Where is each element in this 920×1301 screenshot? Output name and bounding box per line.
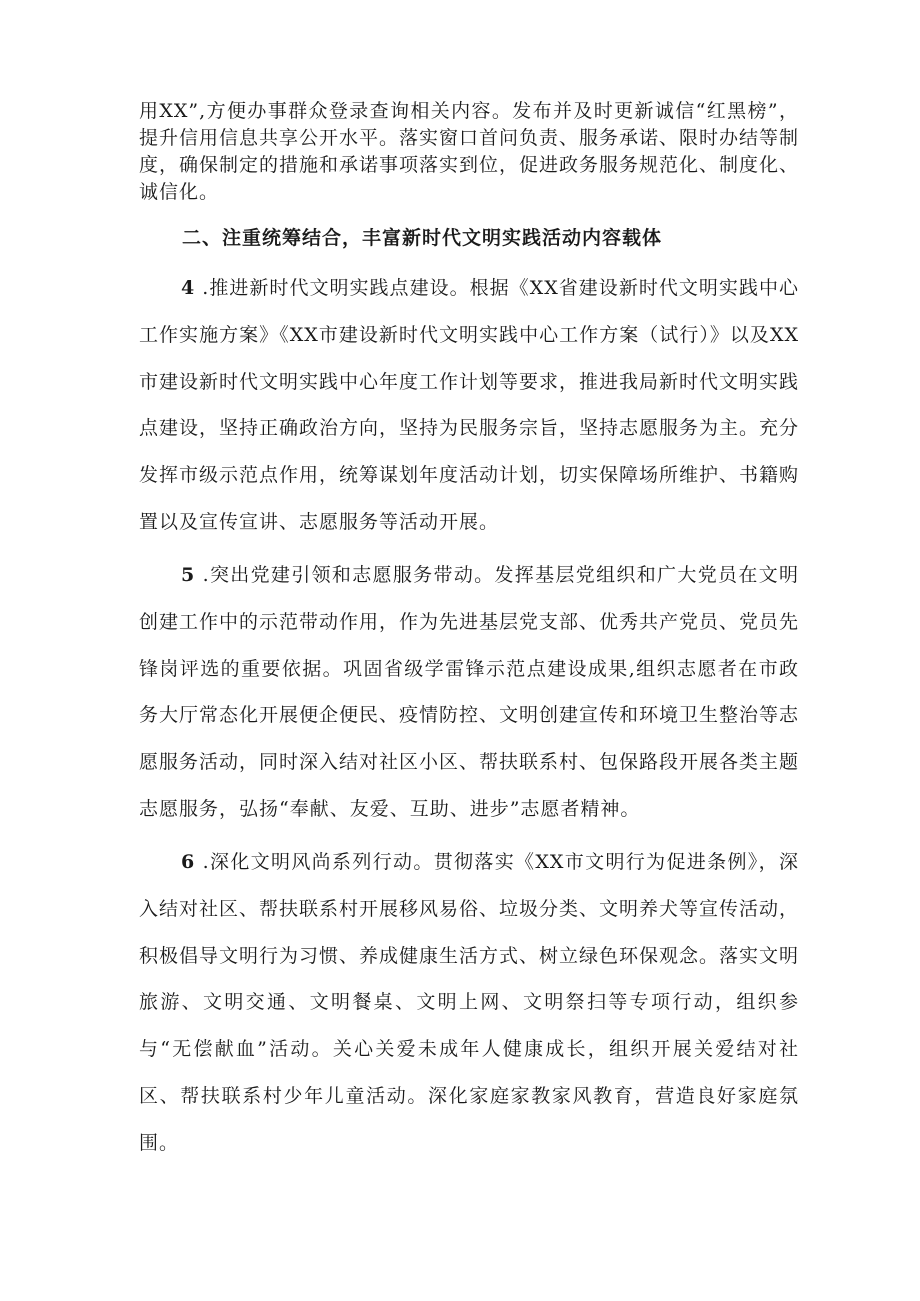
item-4-number: 4 [181,277,196,299]
item-4-separator: . [195,277,210,299]
item-5-paragraph [139,552,799,833]
item-6-number: 6 [181,851,196,873]
section-heading: 二、注重统筹结合，丰富新时代文明实践活动内容载体 [182,227,663,249]
item-6-text: 深化文明风尚系列行动。贯彻落实《XX市文明行为促进条例》，深入结对社区、帮扶联系村开展移风易俗、垃圾分类、文明养犬等宣传活动，积极倡导文明行为习惯、养成健康生活方式、树立绿色环保观念。落实文明旅游、文明交通、文明餐桌、文明上网、文明祭扫等专项行动，组织参与“无偿献血”活动。关心关爱未成年人健康成长，组织开展关爱结对社区、帮扶联系村少年儿童活动。深化家庭家教家风教育，营造良好家庭氛围。 [139,851,800,1154]
item-6-separator: . [195,851,210,873]
item-5-separator: . [195,564,210,586]
intro-paragraph: 用XX”,方便办事群众登录查询相关内容。发布并及时更新诚信“红黑榜”，提升信用信息共享公开水平。落实窗口首问负责、服务承诺、限时办结等制度，确保制定的措施和承诺事项落实到位，促进政务服务规范化、制度化、诚信化。 [139,100,800,203]
item-4-text: 推进新时代文明实践点建设。根据《XX省建设新时代文明实践中心工作实施方案》《XX市建设新时代文明实践中心工作方案（试行）》以及XX市建设新时代文明实践中心年度工作计划等要求，推进我局新时代文明实践点建设，坚持正确政治方向，坚持为民服务宗旨，坚持志愿服务为主。充分发挥市级示范点作用，统筹谋划年度活动计划，切实保障场所维护、书籍购置以及宣传宣讲、志愿服务等活动开展。 [139,277,800,533]
item-4-paragraph [139,265,799,546]
item-5-text: 突出党建引领和志愿服务带动。发挥基层党组织和广大党员在文明创建工作中的示范带动作用，作为先进基层党支部、优秀共产党员、党员先锋岗评选的重要依据。巩固省级学雷锋示范点建设成果,组织志愿者在市政务大厅常态化开展便企便民、疫情防控、文明创建宣传和环境卫生整治等志愿服务活动，同时深入结对社区小区、帮扶联系村、包保路段开展各类主题志愿服务，弘扬“奉献、友爱、互助、进步”志愿者精神。 [139,564,800,820]
item-6-paragraph [139,839,799,1167]
item-5-number: 5 [181,564,196,586]
